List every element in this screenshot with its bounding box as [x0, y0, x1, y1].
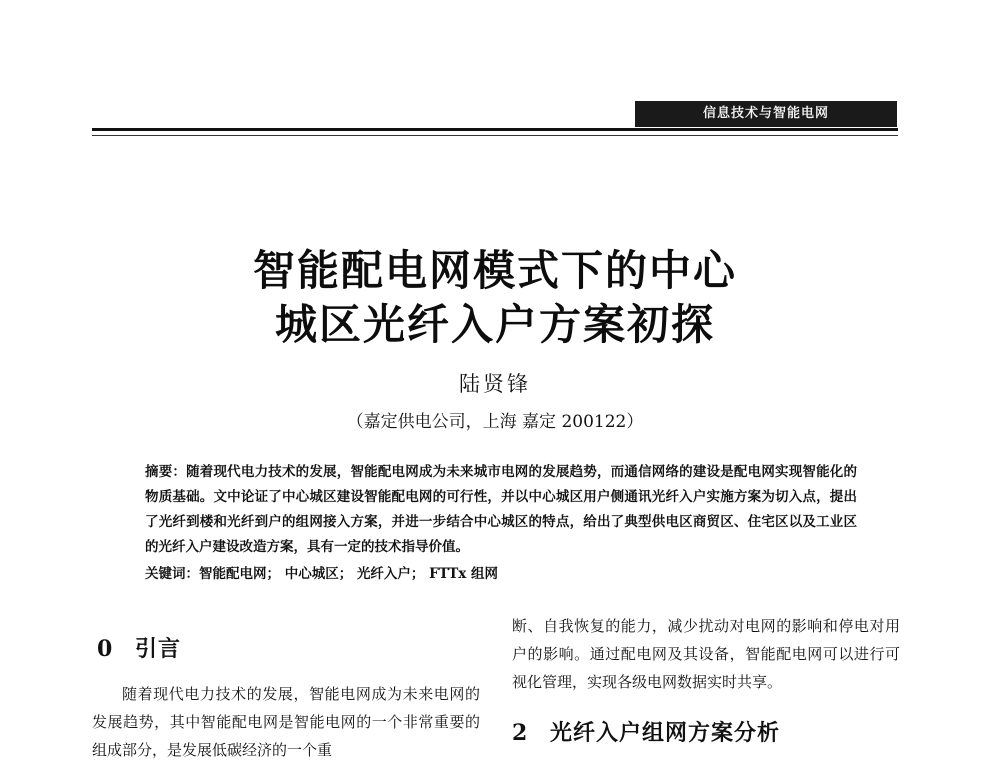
keywords-text: 智能配电网； 中心城区； 光纤入户； FTTx 组网 [199, 566, 499, 582]
journal-section-tag: 信息技术与智能电网 [635, 101, 897, 127]
author-name: 陆贤锋 [459, 372, 531, 396]
header-rule-thin [92, 135, 898, 136]
paper-title-line-2: 城区光纤入户方案初探 [274, 300, 715, 349]
body-left-column [92, 680, 480, 764]
section-number: 0 [97, 636, 114, 662]
keywords [145, 562, 857, 582]
section-title: 引言 [135, 636, 182, 662]
body-paragraph: 随着现代电力技术的发展，智能电网成为未来电网的发展趋势，其中智能配电网是智能电网的一个非常重要的组成部分，是发展低碳经济的一个重 [92, 685, 480, 759]
keywords-label: 关键词： [145, 566, 199, 582]
section-heading-intro [97, 632, 181, 663]
section-title: 光纤入户组网方案分析 [550, 720, 781, 746]
abstract [145, 460, 857, 560]
section-number: 2 [512, 720, 529, 746]
paper-title-line-1: 智能配电网模式下的中心 [252, 246, 737, 295]
body-paragraph: 断、自我恢复的能力，减少扰动对电网的影响和停电对用户的影响。通过配电网及其设备，智能配电网可以进行可视化管理，实现各级电网数据实时共享。 [512, 617, 900, 691]
abstract-label: 摘要： [145, 464, 187, 480]
section-heading-2 [512, 716, 780, 747]
header-rule-thick [92, 128, 898, 131]
body-right-column [512, 612, 900, 696]
abstract-text: 随着现代电力技术的发展，智能配电网成为未来城市电网的发展趋势，而通信网络的建设是配电网实现智能化的物质基础。文中论证了中心城区建设智能配电网的可行性，并以中心城区用户侧通讯光纤入户实施方案为切入点，提出了光纤到楼和光纤到户的组网接入方案，并进一步结合中心城区的特点，给出了典型供电区商贸区、住宅区以及工业区的光纤入户建设改造方案，具有一定的技术指导价值。 [145, 464, 858, 555]
author-affiliation: （嘉定供电公司，上海 嘉定 200122） [346, 412, 644, 432]
